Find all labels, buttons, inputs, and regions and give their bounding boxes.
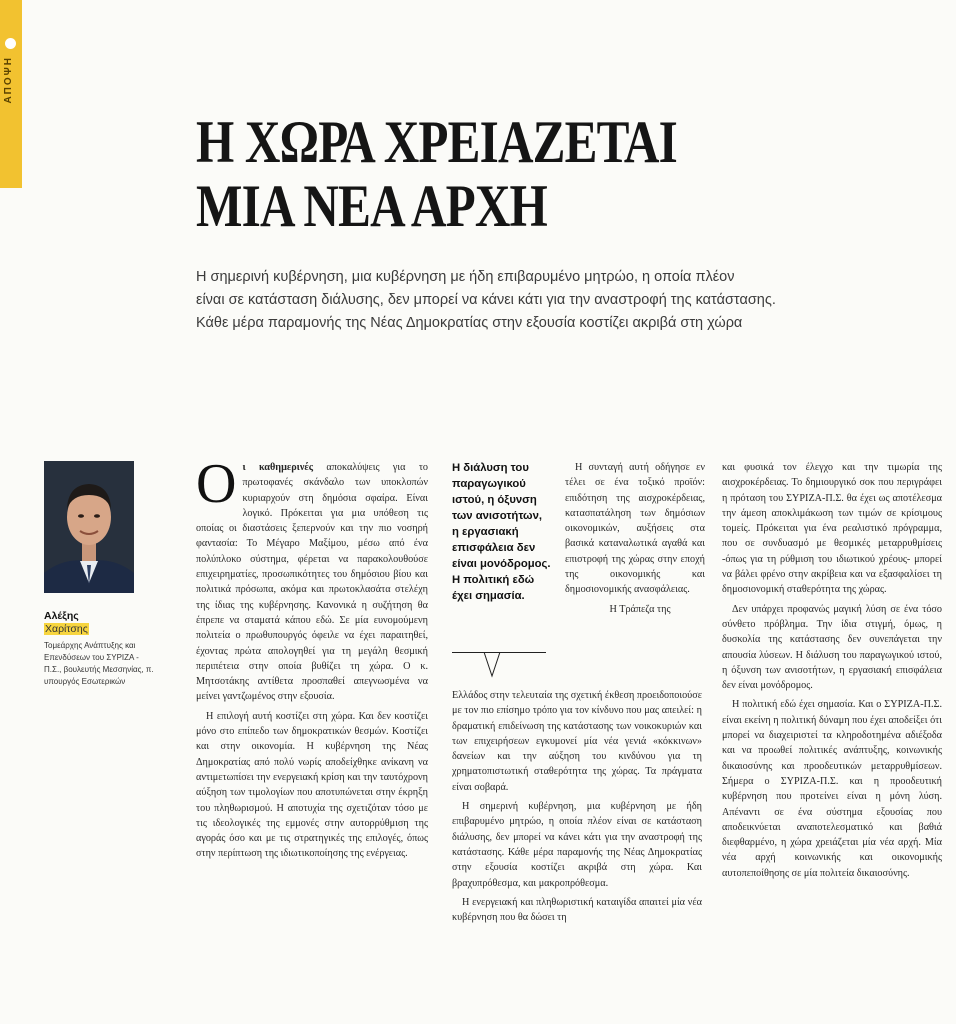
author-surname: Χαρίτσης — [45, 623, 88, 635]
lede-line-2: είναι σε κατάσταση διάλυσης, δεν μπορεί να κάνει κάτι για την αναστροφή της κατάστασης. — [196, 292, 776, 308]
headline-line-1: Η ΧΩΡΑ ΧΡΕΙΑΖΕΤΑΙ — [196, 109, 677, 175]
body-column-4 — [722, 460, 942, 885]
body-column-1 — [196, 453, 429, 866]
section-label: ΑΠΟΨΗ — [3, 56, 14, 104]
body-paragraph: Η συνταγή αυτή οδήγησε εν τέλει σε ένα τοξικό προϊόν: επιδότηση της αισχροκέρδειας, κατασπατάληση των δημόσιων οικονομικών, αυξήσεις στα βασικά καταναλωτικά αγαθά και επιστροφή της χώρας στην εποχή της οικονομικής και δημοσιονομικής ανασφάλειας. — [565, 462, 705, 596]
lead-words: ι καθημερινές — [242, 462, 314, 473]
section-dot — [5, 38, 16, 49]
body-column-2 — [565, 460, 705, 621]
headline-line-2: ΜΙΑ ΝΕΑ ΑΡΧΗ — [196, 173, 547, 239]
author-role: Τομεάρχης Ανάπτυξης και Επενδύσεων του ΣΥΡΙΖΑ - Π.Σ., βουλευτής Μεσσηνίας, π. υπουργός Εσωτερικών — [44, 641, 154, 686]
headline — [196, 110, 770, 238]
section-tab — [0, 0, 22, 188]
author-first-name: Αλέξης — [44, 610, 79, 622]
pullquote: Η διάλυση του παραγωγικού ιστού, η όξυνση των ανισοτήτων, η εργασιακή επισφάλεια δεν είναι μονόδρομος. Η πολιτική εδώ έχει σημασία. — [452, 462, 551, 602]
body-paragraph: Η πολιτική εδώ έχει σημασία. Και ο ΣΥΡΙΖΑ-Π.Σ. είναι εκείνη η πολιτική δύναμη που έχει αποδείξει ότι μπορεί να διαχειριστεί τα κληροδοτημένα αδιέξοδα και να προωθεί πολιτικές ανάπτυξης, κοινωνικής δικαιοσύνης και προοδευτικών μεταρρυθμίσεων. Σήμερα ο ΣΥΡΙΖΑ-Π.Σ. και η προοδευτική κυβέρνηση που προτείνει είναι η μόνη λύση. Απέναντι σε ένα σύστημα εξουσίας που αποδεικνύεται αναποτελεσματικό και βαθιά διεφθαρμένο, η χώρα χρειάζεται μία νέα αρχή. Μία νέα αρχή κοινωνικής και οικονομικής αυτοπεποίθησης σε μία πολιτεία δικαιοσύνης. — [722, 699, 942, 879]
body-paragraph: Η Τράπεζα της — [609, 603, 671, 615]
body-paragraph: και φυσικά τον έλεγχο και την τιμωρία της αισχροκέρδειας. Το δημιουργικό σοκ που περιγράφει η πρόταση του ΣΥΡΙΖΑ-Π.Σ. θα έχει ως αποτέλεσμα την άμεση αποκλιμάκωση των τιμών σε κρίσιμους τομείς. Πρόκειται για ένα ρεαλιστικό πρόγραμμα, που σε συνδυασμό με θεσμικές μεταρρυθμίσεις -όπως για τη ρύθμιση του ιδιωτικού χρέους- μπορεί να βάλει φρένο στην ακρίβεια και να εξασφαλίσει τη δημοσιονομική σταθερότητα της χώρας. — [722, 462, 942, 596]
body-paragraph: Ελλάδος στην τελευταία της σχετική έκθεση προειδοποιούσε με τον πιο επίσημο τρόπο για τον κίνδυνο που μας απειλεί: η δραματική επιδείνωση της κατάστασης των νοικοκυριών και των επιχειρήσεων εγκυμονεί μία νέα γενιά «κόκκινων» δανείων και την αύξηση του κινδύνου για τη χρηματοπιστωτική σταθερότητα της χώρας. Τα πράγματα είναι σοβαρά. — [452, 690, 702, 793]
body-paragraph — [196, 453, 429, 705]
body-paragraph: Η επιλογή αυτή κοστίζει στη χώρα. Και δεν κοστίζει μόνο στο επίπεδο των δημοκρατικών θεσμών. Κοστίζει και στην οικονομία. Η κυβέρνηση της Νέας Δημοκρατίας από πολύ νωρίς αποδείχθηκε ανίκανη να αντιμετωπίσει την ενεργειακή κρίση και την ταυτόχρονη αύξηση των τιμολογίων που αποτυπώνεται στην έκρηξη του πληθωρισμού. Η αποτυχία της σχετιζόταν τόσο με τις ιδεολογικές της εμμονές στην αυτορρύθμιση της αγοράς όσο και με τις στρατηγικές της επιλογές, όπως στην περίπτωση της ιδιωτικοποίησης της ενέργειας. — [196, 710, 428, 860]
body-paragraph: Η σημερινή κυβέρνηση, μια κυβέρνηση με ήδη επιβαρυμένο μητρώο, η οποία πλέον είναι σε κατάσταση διάλυσης, δεν μπορεί να κάνει κάτι για την αναστροφή της κατάστασης. Κάθε μέρα παραμονής της Νέας Δημοκρατίας στην εξουσία κοστίζει ακριβά στη χώρα. Και βραχυπρόθεσμα, και μακροπρόθεσμα. — [452, 801, 702, 889]
author-portrait-illustration — [44, 461, 134, 593]
body-column-3 — [452, 688, 702, 929]
body-paragraph: Η ενεργειακή και πληθωριστική καταιγίδα απαιτεί μία νέα κυβέρνηση που θα δώσει τη — [452, 896, 702, 924]
lede-line-1: Η σημερινή κυβέρνηση, μια κυβέρνηση με ήδη επιβαρυμένο μητρώο, η οποία πλέον — [196, 269, 735, 285]
lede — [196, 266, 916, 335]
paragraph-text: αποκαλύψεις για το πρωτοφανές σκάνδαλο των υποκλοπών κυριαρχούν στη δημόσια σφαίρα. Είναι λογικό. Πρόκειται για μια υπόθεση τις οποίας οι διαστάσεις ξεπερνούν και την πιο νοσηρή φαντασία: Το Μέγαρο Μαξίμου, μέσω από ένα πολύπλοκο σύστημα, φέρεται να παρακολουθούσε επιχειρηματίες, προσωπικότητες του δημόσιου βίου και πολιτικά πρόσωπα, ακόμα και πρωτοκλασάτα στελέχη της ίδιας της κυβέρνησης. Κανονικά η συζήτηση θα έπρεπε να σταματά κάπου εδώ. Σε μία ευνομούμενη πολιτεία ο πρωθυπουργός όφειλε να έχει παραιτηθεί, έχοντας πρώτα απολογηθεί για τη μεγάλη θεσμική περιπέτεια στην οποία βυθίζει τη χώρα. Ο κ. Μητσοτάκης αντίθετα προσπαθεί απεγνωσμένα να μείνει γαντζωμένος στην εξουσία. — [196, 462, 429, 703]
author-photo — [44, 461, 134, 593]
lede-line-3: Κάθε μέρα παραμονής της Νέας Δημοκρατίας στην εξουσία κοστίζει ακριβά στη χώρα — [196, 315, 743, 331]
body-paragraph: Δεν υπάρχει προφανώς μαγική λύση σε ένα τόσο σύνθετο πρόβλημα. Την ίδια στιγμή, όμως, η δυσκολία της κατάστασης δεν συνεπάγεται την απουσία λύσεων. Η διάλυση του παραγωγικού ιστού, η όξυνση των ανισοτήτων, η εργασιακή επισφάλεια δεν είναι μονόδρομος. — [722, 603, 942, 692]
author-name — [44, 610, 164, 636]
drop-cap: Ο — [196, 453, 237, 515]
pullquote-marker-icon — [482, 652, 502, 678]
